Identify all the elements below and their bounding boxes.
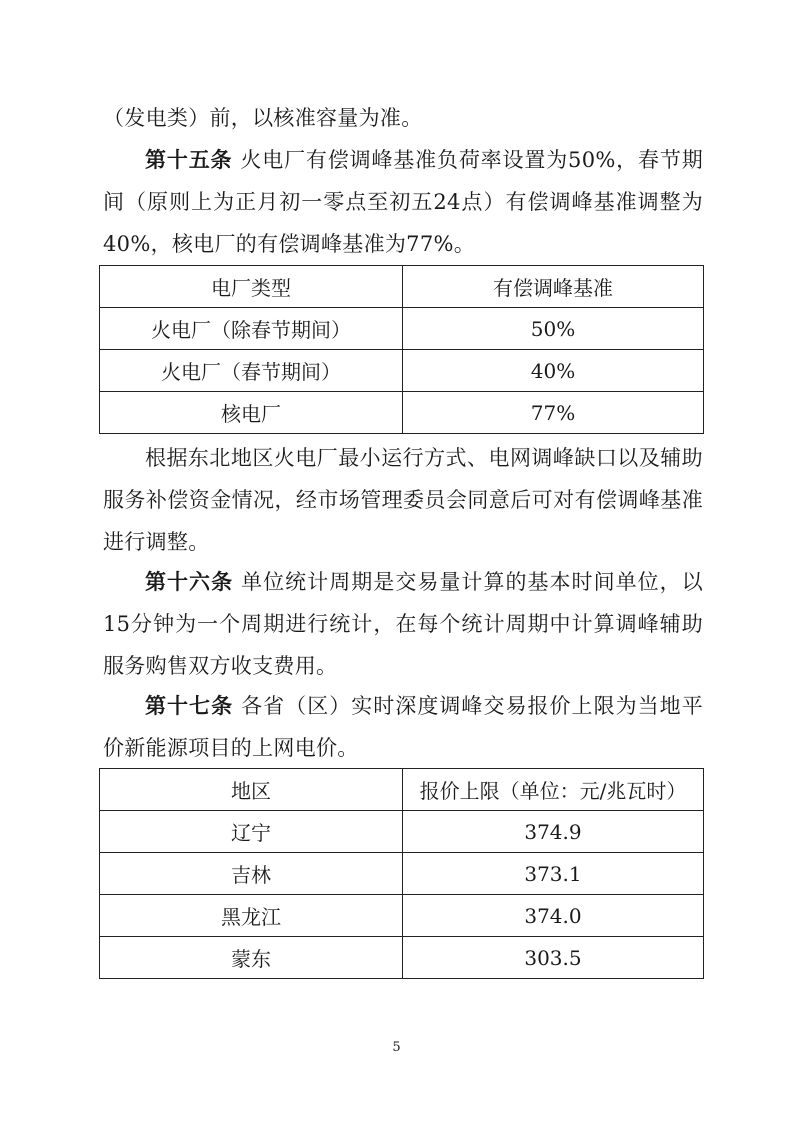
table-cell: 蒙东 [100, 937, 403, 979]
peak-baseline-table [99, 265, 704, 434]
table-header-row [100, 266, 704, 308]
page-number: 5 [392, 1040, 401, 1055]
table-header-cell: 地区 [100, 769, 403, 811]
article-text: 火电厂有偿调峰基准负荷率设置为50%，春节期间（原则上为正月初一零点至初五24点）有偿调峰基准调整为40%，核电厂的有偿调峰基准为77%。 [103, 148, 704, 256]
table-cell: 50% [403, 308, 704, 350]
table-header-cell: 有偿调峰基准 [403, 266, 704, 308]
table-cell: 374.9 [403, 811, 704, 853]
table-row [100, 308, 704, 350]
table-header-cell: 报价上限（单位：元/兆瓦时） [403, 769, 704, 811]
table-cell: 吉林 [100, 853, 403, 895]
table-row [100, 350, 704, 392]
article-text: 单位统计周期是交易量计算的基本时间单位，以15分钟为一个周期进行统计，在每个统计周期中计算调峰辅助服务购售双方收支费用。 [103, 570, 703, 678]
paragraph-text: 根据东北地区火电厂最小运行方式、电网调峰缺口以及辅助服务补偿资金情况，经市场管理委员会同意后可对有偿调峰基准进行调整。 [103, 446, 703, 554]
article-17 [103, 685, 703, 769]
table-cell: 辽宁 [100, 811, 403, 853]
table-cell: 火电厂（春节期间） [100, 350, 403, 392]
paragraph-continuation [103, 97, 703, 139]
table-row [100, 895, 704, 937]
table-cell: 374.0 [403, 895, 704, 937]
article-15 [103, 139, 703, 265]
table-cell: 303.5 [403, 937, 704, 979]
table-cell: 77% [403, 392, 704, 434]
paragraph-text: （发电类）前，以核准容量为准。 [103, 106, 423, 130]
table-row [100, 392, 704, 434]
price-cap-table [99, 768, 704, 979]
table-cell: 核电厂 [100, 392, 403, 434]
table-cell: 火电厂（除春节期间） [100, 308, 403, 350]
table-cell: 373.1 [403, 853, 704, 895]
table-header-cell: 电厂类型 [100, 266, 403, 308]
article-number: 第十七条 [145, 693, 234, 718]
article-16 [103, 561, 703, 687]
table-row [100, 811, 704, 853]
paragraph-adjustment [103, 437, 703, 563]
table-row [100, 853, 704, 895]
article-number: 第十六条 [145, 569, 234, 594]
table-cell: 黑龙江 [100, 895, 403, 937]
article-number: 第十五条 [145, 147, 233, 172]
article-text: 各省（区）实时深度调峰交易报价上限为当地平价新能源项目的上网电价。 [103, 694, 703, 760]
table-row [100, 937, 704, 979]
table-header-row [100, 769, 704, 811]
table-cell: 40% [403, 350, 704, 392]
